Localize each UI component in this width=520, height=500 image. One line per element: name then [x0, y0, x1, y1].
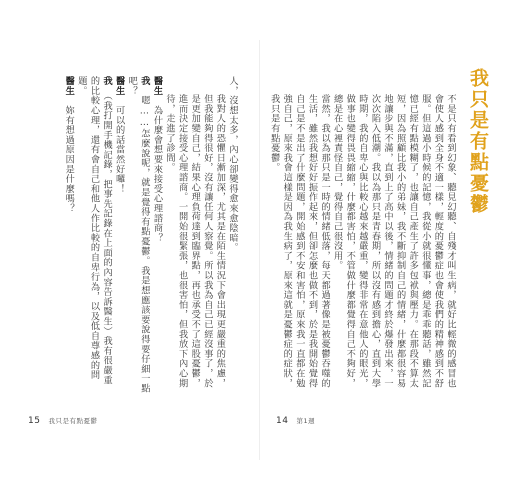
speaker-label: 醫生: [113, 76, 125, 96]
speaker-label: 我: [101, 76, 113, 86]
page-number: 15: [28, 416, 41, 426]
right-folio: [276, 416, 315, 426]
left-page: [14, 28, 250, 472]
right-page: [262, 28, 498, 472]
speaker-label: 醫生: [63, 76, 75, 96]
paragraph: 不是只有看到幻象、聽見幻聽、自殘才叫生病，就好比輕微的感冒也會使人感到全身不適一樣，輕度的憂鬱症也會使我們的精神感到不舒服。但這過小時候的記憶，我從小就很懂事，總是乖乖聽話，雖然記憶已經有點模糊了，也讓自己產生了許多包袱與壓力。在那段不算太短，因為照顧比我小的弟妹，我不斷抑制自己的情緒，什麼都很容易地讓步與不滿，直到上了高中以後，情緒的問題才終於爆發出來，一次次陷入低潮。我以為那只是青春期，所以沒有感到擔心，直到大學時期，我的自卑心與比較心越來越嚴重，變得非常在意他人的眼光，做事也變得畏畏縮縮，什麼都害怕，不管做什麼都覺得自己不夠好，總是在心裡責怪自己，覺得自己很沒用。: [331, 94, 456, 388]
dialogue-line: 我 嗯……怎麼說呢，就是覺得有點憂鬱。我是想應該要說得要仔細一點吧？: [126, 76, 150, 394]
running-head: 第1週: [296, 417, 316, 425]
dialogue-line: 我 （我打開手機記錄，把事先記錄在上面的內容告訴醫生）我有很嚴重的比較心理，還有會自己和他人作比較的自卑行為，以及低自尊感的問題。: [75, 76, 113, 386]
chapter-title: 我只是有點憂鬱: [467, 68, 489, 215]
dialogue-line: 醫生 可以的話當然好囉！: [113, 76, 125, 194]
right-text-block: [268, 76, 456, 394]
left-folio: [28, 416, 97, 426]
gutter: [259, 40, 260, 460]
running-head: 我只是有點憂鬱: [48, 417, 98, 425]
speaker-label: 我: [138, 76, 150, 86]
page-number: 14: [276, 416, 289, 426]
dialogue-line: 醫生 妳有想過原因是什麼嗎？: [63, 76, 75, 214]
paragraph: 人，沒想太多，內心卻變得愈來愈陰暗。: [227, 76, 238, 253]
speaker-label: 醫生: [151, 76, 163, 96]
left-text-block: [26, 76, 238, 394]
dialogue-line: 醫生 為什麼會想要來接受心理諮商？: [151, 76, 163, 243]
paragraph: 我對人的恐懼日漸加深，尤其是在陌生情況下會出現更嚴重的焦慮，但我能夠得很好，沒有讓任何人察覺。所以我為自己已經沒事了，於是更加變自己，結果心理負荷達到臨界點，再也承受不了這股憂鬱，進而決定接受心理諮商。一開始很緊張，也很害怕，但我放下內心期待，走進了診間。: [164, 94, 226, 388]
paragraph: 當然，我以為那只是一時的情緒低落，每天都過著像是被憂鬱吞噬的生活，雖然我想好好振作起來，但卻怎麼也做不到，於是我開始覺得自己是不是出了什麼問題，開始感到不安和害怕，原來我一直都在勉強自己，原來我會這樣是因為我生病了，原來這就是憂鬱症的症狀，我只是有點憂鬱。: [268, 94, 331, 388]
